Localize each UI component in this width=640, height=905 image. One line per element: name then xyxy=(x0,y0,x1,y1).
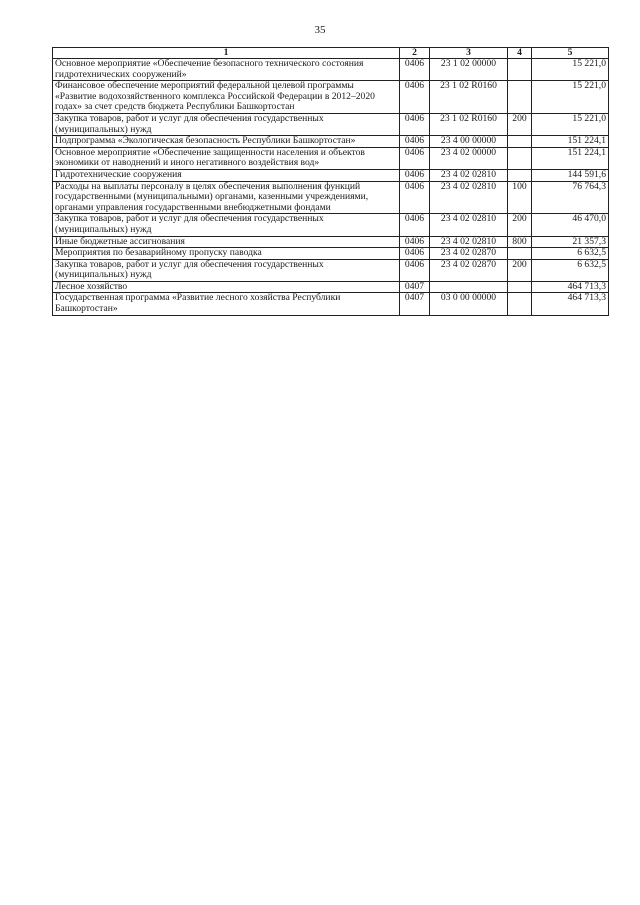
row-csr-cell: 23 4 02 02810 xyxy=(430,169,508,181)
row-name-cell: Мероприятия по безаварийному пропуску паводка xyxy=(53,248,400,260)
table-row xyxy=(53,248,609,260)
row-vr-cell xyxy=(508,293,532,315)
header-col-section: 2 xyxy=(400,48,430,59)
row-amount-cell: 151 224,1 xyxy=(532,136,609,148)
row-name-cell: Основное мероприятие «Обеспечение защищенности населения и объектов экономики от наводнений и иного негативного воздействия вод» xyxy=(53,147,400,169)
row-amount-cell: 144 591,6 xyxy=(532,169,609,181)
table-row xyxy=(53,113,609,135)
row-vr-cell xyxy=(508,248,532,260)
row-csr-cell: 23 4 02 00000 xyxy=(430,147,508,169)
row-section-cell: 0406 xyxy=(400,136,430,148)
row-vr-cell: 800 xyxy=(508,236,532,248)
table-row xyxy=(53,169,609,181)
row-vr-cell: 200 xyxy=(508,113,532,135)
table-row xyxy=(53,181,609,214)
row-amount-cell: 464 713,3 xyxy=(532,281,609,293)
row-amount-cell: 15 221,0 xyxy=(532,113,609,135)
row-section-cell: 0406 xyxy=(400,147,430,169)
row-section-cell: 0406 xyxy=(400,248,430,260)
budget-table xyxy=(52,47,609,316)
row-section-cell: 0406 xyxy=(400,214,430,236)
row-amount-cell: 6 632,5 xyxy=(532,259,609,281)
header-row xyxy=(53,48,609,59)
row-name-cell: Основное мероприятие «Обеспечение безопасного технического состояния гидротехнических сооружений» xyxy=(53,59,400,81)
row-vr-cell: 200 xyxy=(508,259,532,281)
table-row xyxy=(53,259,609,281)
header-col-name: 1 xyxy=(53,48,400,59)
row-name-cell: Государственная программа «Развитие лесного хозяйства Республики Башкортостан» xyxy=(53,293,400,315)
row-csr-cell: 03 0 00 00000 xyxy=(430,293,508,315)
table-body xyxy=(53,59,609,316)
row-section-cell: 0406 xyxy=(400,181,430,214)
row-amount-cell: 6 632,5 xyxy=(532,248,609,260)
header-col-vr: 4 xyxy=(508,48,532,59)
row-name-cell: Закупка товаров, работ и услуг для обеспечения государственных (муниципальных) нужд xyxy=(53,113,400,135)
row-name-cell: Подпрограмма «Экологическая безопасность Республики Башкортостан» xyxy=(53,136,400,148)
row-section-cell: 0406 xyxy=(400,113,430,135)
row-amount-cell: 15 221,0 xyxy=(532,59,609,81)
row-vr-cell xyxy=(508,136,532,148)
row-amount-cell: 464 713,3 xyxy=(532,293,609,315)
row-section-cell: 0406 xyxy=(400,259,430,281)
row-csr-cell: 23 4 02 02810 xyxy=(430,181,508,214)
row-amount-cell: 46 470,0 xyxy=(532,214,609,236)
row-name-cell: Гидротехнические сооружения xyxy=(53,169,400,181)
table-row xyxy=(53,236,609,248)
row-csr-cell xyxy=(430,281,508,293)
row-csr-cell: 23 1 02 00000 xyxy=(430,59,508,81)
row-name-cell: Иные бюджетные ассигнования xyxy=(53,236,400,248)
row-vr-cell: 100 xyxy=(508,181,532,214)
table-row xyxy=(53,293,609,315)
row-amount-cell: 76 764,3 xyxy=(532,181,609,214)
row-section-cell: 0407 xyxy=(400,281,430,293)
row-section-cell: 0406 xyxy=(400,59,430,81)
row-amount-cell: 21 357,3 xyxy=(532,236,609,248)
row-section-cell: 0406 xyxy=(400,236,430,248)
row-csr-cell: 23 4 02 02810 xyxy=(430,214,508,236)
row-vr-cell xyxy=(508,59,532,81)
table-row xyxy=(53,81,609,114)
row-name-cell: Финансовое обеспечение мероприятий федеральной целевой программы «Развитие водохозяйственного комплекса Российской Федерации в 2012–2020 годах» за счет средств бюджета Республики Башкортостан xyxy=(53,81,400,114)
row-section-cell: 0407 xyxy=(400,293,430,315)
table-row xyxy=(53,59,609,81)
row-csr-cell: 23 4 02 02870 xyxy=(430,259,508,281)
row-name-cell: Закупка товаров, работ и услуг для обеспечения государственных (муниципальных) нужд xyxy=(53,214,400,236)
row-name-cell: Расходы на выплаты персоналу в целях обеспечения выполнения функций государственными (муниципальными) органами, казенными учреждениями, органами управления государственными внебюджетными фондами xyxy=(53,181,400,214)
row-vr-cell xyxy=(508,169,532,181)
row-csr-cell: 23 1 02 R0160 xyxy=(430,81,508,114)
row-vr-cell xyxy=(508,147,532,169)
row-name-cell: Закупка товаров, работ и услуг для обеспечения государственных (муниципальных) нужд xyxy=(53,259,400,281)
row-vr-cell: 200 xyxy=(508,214,532,236)
table-header xyxy=(53,48,609,59)
header-col-csr: 3 xyxy=(430,48,508,59)
row-section-cell: 0406 xyxy=(400,81,430,114)
table-row xyxy=(53,147,609,169)
table-row xyxy=(53,136,609,148)
row-vr-cell xyxy=(508,281,532,293)
row-amount-cell: 15 221,0 xyxy=(532,81,609,114)
row-amount-cell: 151 224,1 xyxy=(532,147,609,169)
table-row xyxy=(53,281,609,293)
header-col-amount: 5 xyxy=(532,48,609,59)
page-number: 35 xyxy=(314,24,326,36)
row-vr-cell xyxy=(508,81,532,114)
row-csr-cell: 23 4 02 02870 xyxy=(430,248,508,260)
row-name-cell: Лесное хозяйство xyxy=(53,281,400,293)
row-csr-cell: 23 1 02 R0160 xyxy=(430,113,508,135)
table-row xyxy=(53,214,609,236)
row-csr-cell: 23 4 00 00000 xyxy=(430,136,508,148)
row-csr-cell: 23 4 02 02810 xyxy=(430,236,508,248)
row-section-cell: 0406 xyxy=(400,169,430,181)
